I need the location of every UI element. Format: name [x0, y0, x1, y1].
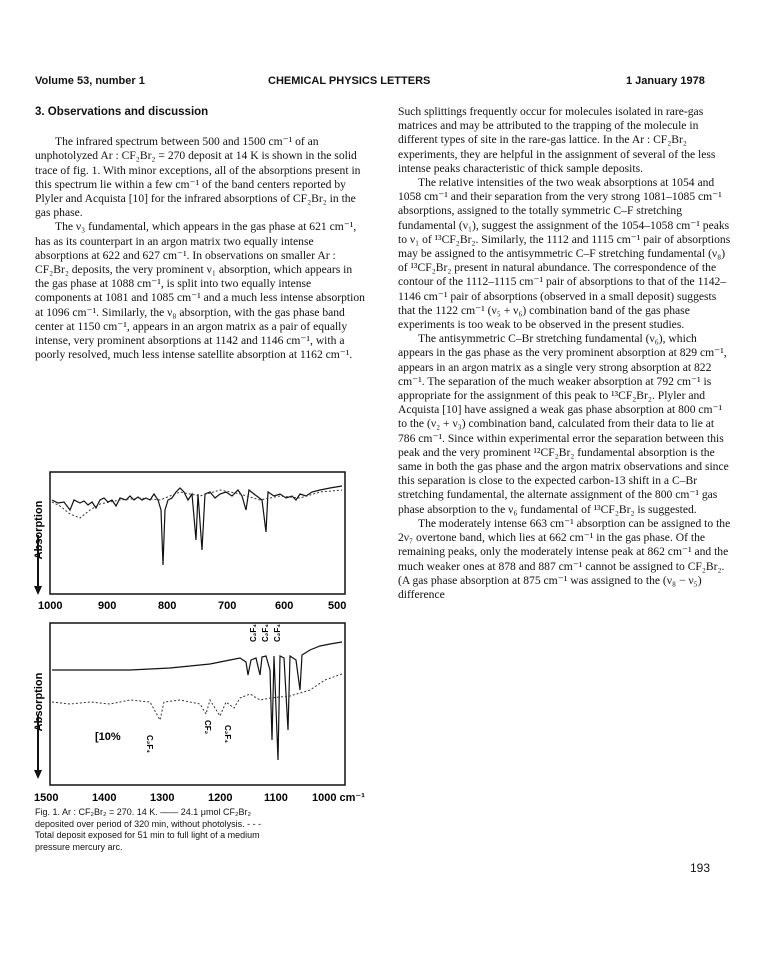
section-title: 3. Observations and discussion: [35, 106, 209, 118]
caption-line: Fig. 1. Ar : CF₂Br₂ = 270. 14 K. —— 24.1 μmol CF₂Br₂: [35, 807, 251, 817]
peak-label-c2f4: C₂F₄: [261, 623, 270, 642]
bottom-x-ticks: [34, 792, 365, 804]
bottom-tick-1500: 1500: [34, 792, 59, 804]
right-paragraph: The relative intensities of the two weak absorptions at 1054 and 1058 cm⁻¹ and their separation from the very strong 1081–1085 cm⁻¹ absorptions, assigned to the totally symmetric C–F stretching fundamental (ν₁), suggest the assignment of the 1054–1058 cm⁻¹ peaks to ν₁ of ¹³CF₂Br₂. Similarly, the 1112 and 1115 cm⁻¹ pair of absorptions may be assigned to the antisymmetric C–F stretching fundamental (ν₈) of ¹³CF₂Br₂ present in natural abundance. The correspondence of the contour of the 1112–1115 cm⁻¹ pair of absorptions to that of the 1142–1146 cm⁻¹ pair of absorptions (observed in a small deposit) suggests that the 1122 cm⁻¹ (ν₅ + ν₆) combination band of the gas phase experiments is too weak to be observed in the present studies.: [398, 176, 731, 332]
running-header-date: 1 January 1978: [626, 75, 705, 87]
scale-bar-label: [10%: [95, 731, 121, 743]
top-absorption-label: Absorption: [33, 500, 45, 560]
peak-label-c2f4: C₂F₄: [249, 623, 258, 642]
caption-line: deposited over period of 320 min, without photolysis. - - -: [35, 818, 262, 829]
top-tick-800: 800: [158, 600, 177, 612]
top-tick-600: 600: [275, 600, 294, 612]
right-paragraph: The antisymmetric C–Br stretching fundamental (ν₆), which appears in the gas phase as the very prominent absorption at 829 cm⁻¹, appears in an argon matrix as a single very strong absorption at 822 cm⁻¹. The separation of the much weaker absorption at 792 cm⁻¹ is appropriate for the assignment of this peak to ¹³CF₂Br₂. Plyler and Acquista [10] have assigned a weak gas phase absorption at 800 cm⁻¹ to the (ν₂ + ν₃) combination band, calculated from their data to lie at 786 cm⁻¹. Since within experimental error the separation between this peak and the very prominent ¹²CF₂Br₂ fundamental absorption is the same in both the gas phase and the argon matrix observations and since this separation is close to the expected carbon-13 shift in a C–Br stretching fundamental, the alternate assignment of the 800 cm⁻¹ gas phase absorption to the ν₆ fundamental of ¹³CF₂Br₂ is suggested.: [398, 332, 729, 516]
caption-line: pressure mercury arc.: [35, 841, 123, 852]
bottom-tick-1300: 1300: [150, 792, 175, 804]
bottom-panel-frame: [50, 623, 345, 785]
bottom-absorption-label: Absorption: [33, 672, 45, 732]
top-tick-700: 700: [218, 600, 237, 612]
running-header-volume: Volume 53, number 1: [35, 75, 145, 87]
left-paragraph: The ν₃ fundamental, which appears in the gas phase at 621 cm⁻¹, has as its counterpart in an argon matrix two equally intense absorptions at 622 and 627 cm⁻¹. In observations on smaller Ar : CF₂Br₂ deposits, the very prominent ν₁ absorption, which appears in the gas phase at 1088 cm⁻¹, is split into two equally intense components at 1081 and 1085 cm⁻¹ and a much less intense absorption at 1096 cm⁻¹. Similarly, the ν₈ absorption, with the gas phase band center at 1150 cm⁻¹, appears in an argon matrix as a pair of equally intense, very prominent absorptions at 1142 and 1146 cm⁻¹, with a poorly resolved, much less intense satellite absorption at 1162 cm⁻¹.: [35, 220, 365, 362]
peak-label-cf2: CF₂: [203, 720, 212, 735]
bottom-tick-1100: 1100: [264, 792, 288, 804]
peak-label-c2f4: C₂F₄: [273, 623, 282, 642]
top-panel-frame: [50, 472, 345, 594]
bottom-arrow-head: [34, 770, 42, 779]
right-paragraph: Such splittings frequently occur for molecules isolated in rare-gas matrices and may be attributed to the trapping of the molecule in different types of site in the rare-gas lattice. In the Ar : CF₂Br₂ experiments, they are helpful in the assignment of several of the less intense peaks characteristic of thick sample deposits.: [398, 105, 716, 175]
left-paragraph: The infrared spectrum between 500 and 1500 cm⁻¹ of an unphotolyzed Ar : CF₂Br₂ = 270 deposit at 14 K is shown in the solid trace of fig. 1. With minor exceptions, all of the absorptions present in this spectrum lie within a few cm⁻¹ of the band centers reported by Plyler and Acquista [10] for the infrared absorptions of CF₂Br₂ in the gas phase.: [35, 135, 361, 220]
top-arrow-head: [34, 586, 42, 595]
page-number: 193: [690, 861, 711, 875]
bottom-spectrum-panel: [33, 623, 365, 804]
bottom-tick-1400: 1400: [92, 792, 117, 804]
figure-1-spectra: [30, 470, 365, 805]
top-spectrum-panel: [33, 472, 346, 612]
peak-label-c2f4: C₂F₄: [223, 725, 232, 744]
peak-label-c2f4: C₂F₄: [145, 735, 154, 754]
top-x-ticks: [38, 600, 346, 612]
top-tick-1000: 1000: [38, 600, 63, 612]
figure-caption: [35, 807, 365, 853]
left-column: [35, 105, 365, 362]
top-tick-500: 500: [328, 600, 347, 612]
bottom-tick-1200: 1200: [208, 792, 233, 804]
top-tick-900: 900: [98, 600, 117, 612]
caption-line: Total deposit exposed for 51 min to full light of a medium: [35, 830, 260, 840]
right-paragraph: The moderately intense 663 cm⁻¹ absorption can be assigned to the 2ν₇ overtone band, which lies at 662 cm⁻¹ in the gas phase. Of the remaining peaks, only the moderately intense peak at 862 cm⁻¹ and the much weaker ones at 878 and 887 cm⁻¹ cannot be assigned to CF₂Br₂. (A gas phase absorption at 875 cm⁻¹ was assigned to the (ν₈ − ν₅) difference: [398, 516, 731, 601]
peak-labels: [145, 624, 282, 753]
bottom-tick-1000: 1000 cm⁻¹: [312, 792, 365, 804]
right-column: [398, 105, 734, 602]
running-header-journal: CHEMICAL PHYSICS LETTERS: [268, 75, 431, 87]
